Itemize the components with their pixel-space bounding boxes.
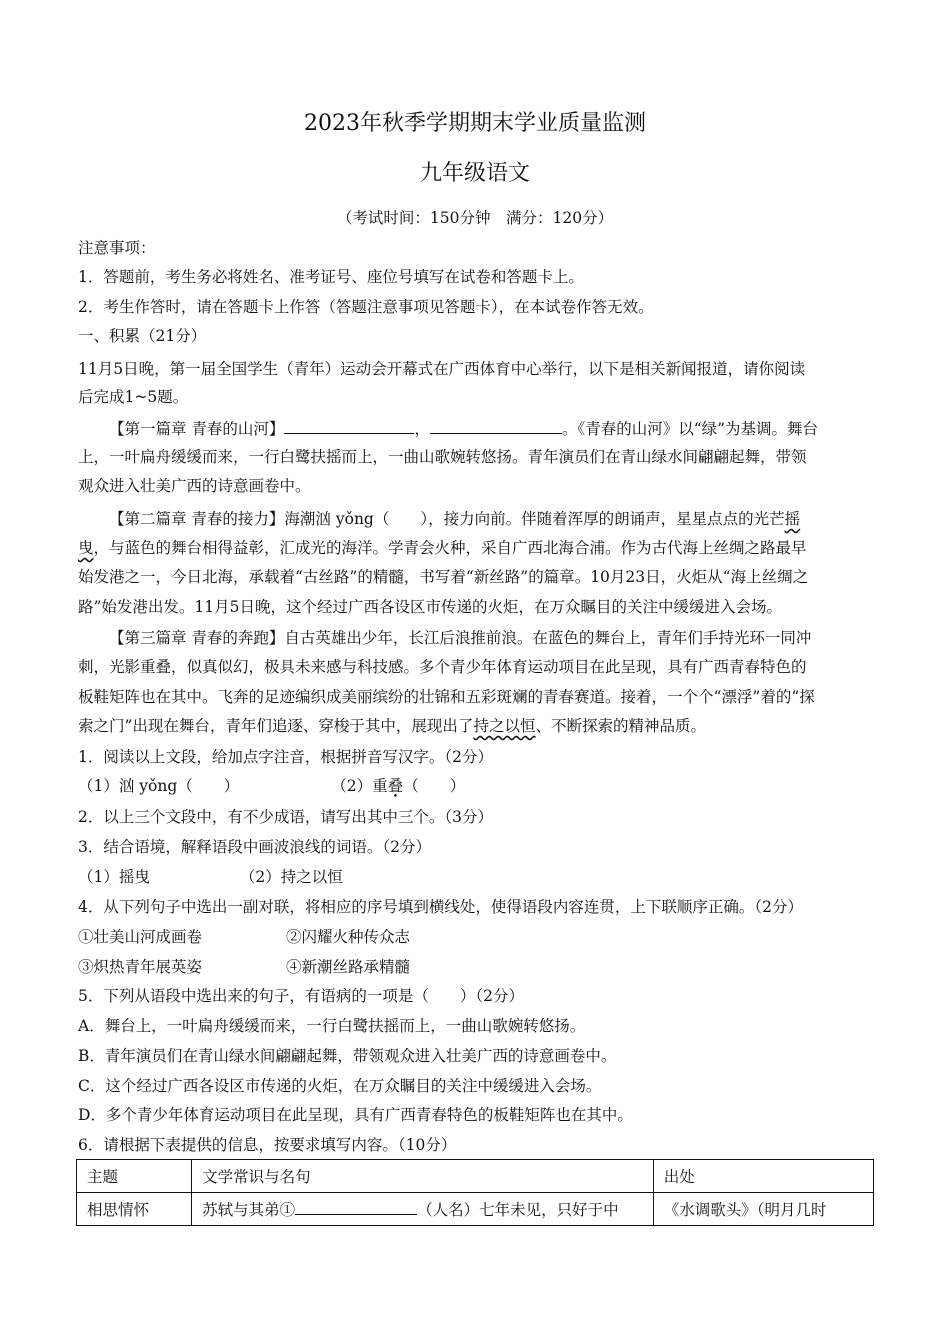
question-5: 5．下列从语段中选出来的句子，有语病的一项是（ ）（2分） xyxy=(78,987,524,1005)
name-blank[interactable] xyxy=(295,1200,417,1215)
para2-text: ，与蓝色的舞台相得益彰，汇成光的海洋。学青会火种，采自广西北海合浦。作为古代海上丝绸之路最早 xyxy=(93,539,807,557)
note-item: 1．答题前，考生务必将姓名、准考证号、座位号填写在试卷和答题卡上。 xyxy=(78,268,584,286)
q1-item-a: （1）汹 yǒng（ ） xyxy=(78,777,240,795)
para1-line: 上，一叶扁舟缓缓而来，一行白鹭扶摇而上，一曲山歌婉转悠扬。青年演员们在青山绿水间翩翩起舞，带领 xyxy=(78,448,807,466)
q3-item-a: （1）摇曳 xyxy=(78,868,150,886)
para2-line xyxy=(78,537,878,559)
para3-line: 【第三篇章 青春的奔跑】自古英雄出少年，长江后浪推前浪。在蓝色的舞台上，青年们手持光环一同冲 xyxy=(109,629,812,647)
content-text: （人名）七年未见，只好于中 xyxy=(417,1201,619,1219)
para3-text: 、不断探索的精神品质。 xyxy=(535,717,706,735)
couplet-blank-1[interactable] xyxy=(284,419,414,434)
wavy-word-chizhiyiheng: 持之以恒 xyxy=(473,717,536,735)
para1-sep: ， xyxy=(414,420,430,438)
dotted-char: 叠 xyxy=(387,777,404,795)
question-2: 2．以上三个文段中，有不少成语，请写出其中三个。（3分） xyxy=(78,808,493,826)
exam-info: （考试时间：150分钟 满分：120分） xyxy=(336,209,614,227)
para1-tail: 。《青春的山河》以“绿”为基调。舞台 xyxy=(561,420,819,438)
q1-b-pre: （2）重 xyxy=(331,777,388,795)
para1-head: 【第一篇章 青春的山河】 xyxy=(109,420,285,438)
theme-cell: 相思情怀 xyxy=(77,1193,192,1226)
table-header-cell: 出处 xyxy=(653,1160,873,1193)
para2-line: 路”始发港出发。11月5日晚，这个经过广西各设区市传递的火炬，在万众瞩目的关注中缓缓进入会场。 xyxy=(78,598,783,616)
q4-option: ④新潮丝路承精髓 xyxy=(286,958,411,976)
q4-option: ③炽热青年展英姿 xyxy=(78,958,203,976)
q4-options-row xyxy=(78,956,878,978)
intro-line: 11月5日晚，第一届全国学生（青年）运动会开幕式在广西体育中心举行，以下是相关新闻报道，请你阅读 xyxy=(78,360,806,378)
q1-b-post: （ ） xyxy=(403,777,466,795)
question-6: 6．请根据下表提供的信息，按要求填写内容。（10分） xyxy=(78,1136,457,1154)
para3-last-line xyxy=(78,715,878,737)
source-cell: 《水调歌头》（明月几时 xyxy=(653,1193,873,1226)
subject-title: 九年级语文 xyxy=(419,161,530,186)
para3-line: 板鞋矩阵也在其中。飞奔的足迹编织成美丽缤纷的壮锦和五彩斑斓的青春赛道。接着，一个个“漂浮”着的“探 xyxy=(78,688,815,706)
wavy-word-yao: 摇 xyxy=(784,510,801,528)
content-cell xyxy=(192,1193,654,1226)
para2-first-line xyxy=(78,508,909,530)
para3-line: 刺，光影重叠，似真似幻，极具未来感与科技感。多个青少年体育运动项目在此呈现，具有广西青春特色的 xyxy=(78,658,807,676)
q4-option: ②闪耀火种传众志 xyxy=(286,928,411,946)
q1-item-b xyxy=(331,777,465,795)
q5-option-a: A．舞台上，一叶扁舟缓缓而来，一行白鹭扶摇而上，一曲山歌婉转悠扬。 xyxy=(78,1017,586,1035)
note-item: 2．考生作答时，请在答题卡上作答（答题注意事项见答题卡），在本试卷作答无效。 xyxy=(78,298,654,316)
q4-options-row xyxy=(78,926,878,948)
couplet-blank-2[interactable] xyxy=(430,419,562,434)
wavy-word-ye: 曳 xyxy=(78,539,94,557)
para2-line: 始发港之一，今日北海，承载着“古丝路”的精髓，书写着“新丝路”的篇章。10月23日，火炬从“海上丝绸之 xyxy=(78,568,809,586)
q3-item-b: （2）持之以恒 xyxy=(239,868,343,886)
question-3: 3．结合语境，解释语段中画波浪线的词语。（2分） xyxy=(78,838,431,856)
q5-option-c: C．这个经过广西各设区市传递的火炬，在万众瞩目的关注中缓缓进入会场。 xyxy=(78,1077,602,1095)
para1-first-line xyxy=(78,418,909,440)
intro-line: 后完成1~5题。 xyxy=(78,388,189,406)
notes-heading: 注意事项： xyxy=(78,239,156,257)
question-1: 1．阅读以上文段，给加点字注音，根据拼音写汉字。（2分） xyxy=(78,748,493,766)
table-header-cell: 主题 xyxy=(77,1160,192,1193)
table-header-cell: 文学常识与名句 xyxy=(192,1160,654,1193)
exam-title: 2023年秋季学期期末学业质量监测 xyxy=(304,111,646,136)
question-4: 4．从下列句子中选出一副对联，将相应的序号填到横线处，使得语段内容连贯，上下联顺序正确。（2分） xyxy=(78,898,803,916)
q5-option-b: B．青年演员们在青山绿水间翩翩起舞，带领观众进入壮美广西的诗意画卷中。 xyxy=(78,1047,617,1065)
para3-text: 索之门”出现在舞台，青年们追逐、穿梭于其中，展现出了 xyxy=(78,717,474,735)
para2-text: 【第二篇章 青春的接力】海潮汹 yǒng（ ），接力向前。伴随着浑厚的朗诵声，星星点点的光芒 xyxy=(109,510,785,528)
q5-option-d: D．多个青少年体育运动项目在此呈现，具有广西青春特色的板鞋矩阵也在其中。 xyxy=(78,1106,633,1124)
q4-option: ①壮美山河成画卷 xyxy=(78,928,203,946)
question-3-items xyxy=(78,866,878,888)
table-header-row xyxy=(77,1160,874,1193)
para1-line: 观众进入壮美广西的诗意画卷中。 xyxy=(78,477,311,495)
info-table xyxy=(76,1159,874,1226)
content-text: 苏轼与其弟① xyxy=(202,1201,296,1219)
table-row xyxy=(77,1193,874,1226)
question-1-items xyxy=(78,775,878,797)
section-heading: 一、积累（21分） xyxy=(78,327,207,345)
